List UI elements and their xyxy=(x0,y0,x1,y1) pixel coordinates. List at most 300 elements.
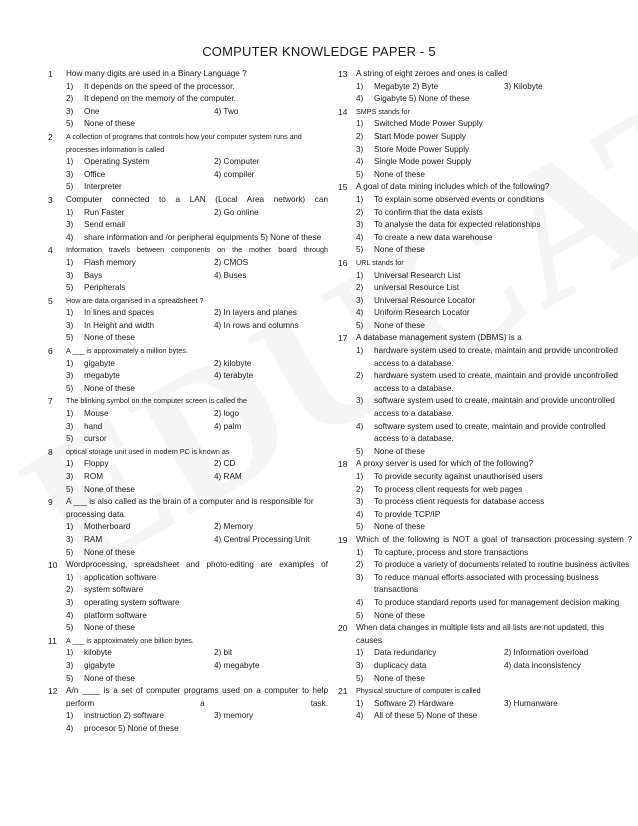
option-text: To produce a variety of documents related to routine business activites xyxy=(374,560,630,570)
option-text: To provide security against unauthorised users xyxy=(374,472,543,481)
question-text: When data changes in multiple lists and all lists are not updated, this causes xyxy=(356,623,605,645)
option-text: instruction 2) software xyxy=(84,711,165,721)
question-text: Computer connected to a LAN (Local Area network) can xyxy=(66,194,328,204)
option xyxy=(66,547,328,560)
option-row xyxy=(66,622,328,635)
question-text: The blinking symbol on the computer screen is called the xyxy=(66,396,247,406)
option-number: 3) xyxy=(356,572,364,582)
option-row xyxy=(66,207,328,220)
option-number: 1) xyxy=(356,119,364,129)
option xyxy=(356,509,632,522)
option xyxy=(66,93,328,106)
question-19 xyxy=(340,534,632,622)
option-row xyxy=(66,81,328,94)
option-row xyxy=(356,144,632,157)
question-5 xyxy=(50,295,328,345)
option-row xyxy=(66,320,328,333)
option xyxy=(66,647,214,660)
option xyxy=(356,118,632,131)
option-text: hand xyxy=(84,421,103,431)
option-row xyxy=(356,345,632,370)
option-row xyxy=(66,534,328,547)
option-text: 4) Two xyxy=(214,106,239,116)
question-number: 3 xyxy=(48,194,53,205)
option-text: To process client requests for database access xyxy=(374,497,545,507)
option-number: 3) xyxy=(66,169,74,179)
option-row xyxy=(356,698,632,711)
option-number: 3) xyxy=(66,534,74,544)
option-text: None of these xyxy=(84,547,135,557)
option xyxy=(66,81,328,94)
left-question-column xyxy=(50,68,328,735)
option-number: 1) xyxy=(66,522,74,532)
option xyxy=(356,673,632,686)
option-number: 1) xyxy=(66,157,74,167)
option-text: 4) compiler xyxy=(214,169,255,179)
option-text: None of these xyxy=(374,673,425,683)
option-text: None of these xyxy=(84,673,135,683)
question-21 xyxy=(340,685,632,723)
option-row xyxy=(356,610,632,623)
option xyxy=(66,471,214,484)
option-text: 2) Information overload xyxy=(504,648,589,658)
option-number: 1) xyxy=(356,547,364,557)
option-number: 5) xyxy=(66,283,74,293)
option-text: None of these xyxy=(374,245,425,255)
option-number: 1) xyxy=(66,308,74,318)
option-number: 5) xyxy=(66,383,74,393)
question-text: SMPS stands for xyxy=(356,106,410,116)
question-text: A ___ is approximately a million bytes. xyxy=(66,346,188,356)
option-text: Motherboard xyxy=(84,522,131,532)
option-text: 2) Go online xyxy=(214,207,259,217)
option-row xyxy=(356,559,632,572)
option-row xyxy=(66,118,328,131)
option-row xyxy=(356,572,632,597)
option-row xyxy=(356,710,632,723)
option-number: 3) xyxy=(66,371,74,381)
option-text: cursor xyxy=(84,434,107,444)
option-text: 2) CMOS xyxy=(214,257,249,267)
option-text: Universal Research List xyxy=(374,270,461,280)
option-row xyxy=(356,307,632,320)
option-row xyxy=(66,710,328,723)
option-text: 4) terabyte xyxy=(214,371,254,381)
option-text: software system used to create, maintain and provide controlled access to a database. xyxy=(374,421,606,444)
option xyxy=(66,270,214,283)
option-text: 4) palm xyxy=(214,421,242,431)
option-text: None of these xyxy=(84,383,135,393)
option xyxy=(356,169,632,182)
option xyxy=(356,219,632,232)
option xyxy=(356,446,632,459)
option-text: RAM xyxy=(84,534,103,544)
option xyxy=(356,194,632,207)
option-number: 5) xyxy=(356,673,364,683)
question-number: 18 xyxy=(338,459,348,470)
option-row xyxy=(356,295,632,308)
option-number: 3) xyxy=(66,270,74,280)
option-text: To analyse the data for expected relationships xyxy=(374,220,541,230)
option-row xyxy=(66,647,328,660)
option xyxy=(356,282,632,295)
option-number: 3) xyxy=(356,396,364,406)
option-text: 2) kilobyte xyxy=(214,358,252,368)
option-text: To create a new data warehouse xyxy=(374,232,493,242)
question-12 xyxy=(50,685,328,735)
option-row xyxy=(356,207,632,220)
option-text: Mouse xyxy=(84,409,109,419)
question-text: A ___ is approximately one billion bytes. xyxy=(66,635,194,645)
option xyxy=(66,673,328,686)
option-number: 4) xyxy=(356,711,364,721)
option xyxy=(66,156,214,169)
option-text: Store Mode Power Supply xyxy=(374,144,470,154)
option xyxy=(66,521,214,534)
option xyxy=(66,207,214,220)
option xyxy=(66,584,328,597)
option-text: duplicacy data xyxy=(374,660,427,670)
option-number: 3) xyxy=(66,220,74,230)
option-row xyxy=(356,509,632,522)
option xyxy=(356,93,632,106)
option-number: 3) xyxy=(356,144,364,154)
question-20 xyxy=(340,622,632,685)
option xyxy=(66,408,214,421)
option-text: ROM xyxy=(84,472,104,481)
option-number: 4) xyxy=(356,597,364,607)
option xyxy=(356,307,632,320)
option-number: 1) xyxy=(66,81,74,91)
option-row xyxy=(66,458,328,471)
option-text: 2) Memory xyxy=(214,522,254,532)
option-row xyxy=(356,320,632,333)
question-7 xyxy=(50,395,328,445)
option-text: hardware system used to create, maintain and provide uncontrolled access to a database. xyxy=(374,346,618,368)
question-3 xyxy=(50,194,328,244)
question-number: 20 xyxy=(338,623,348,634)
option-number: 5) xyxy=(66,182,74,192)
option-number: 2) xyxy=(356,207,364,217)
option-row xyxy=(356,370,632,395)
option-number: 3) xyxy=(66,472,74,481)
option-text: 4) RAM xyxy=(214,472,242,481)
option-text: Send email xyxy=(84,220,125,230)
option-row xyxy=(66,597,328,610)
option-row xyxy=(66,93,328,106)
option-text: None of these xyxy=(374,446,425,456)
option-number: 5) xyxy=(356,446,364,456)
option-row xyxy=(66,257,328,270)
option-text: 4) data inconsistency xyxy=(504,660,581,670)
option-text: 2) bit xyxy=(214,648,233,658)
option-number: 5) xyxy=(356,320,364,330)
option xyxy=(356,484,632,497)
page-title: COMPUTER KNOWLEDGE PAPER - 5 xyxy=(202,44,436,59)
question-text: optical storage unit used in modern PC is known as xyxy=(66,446,230,456)
option-text: None of these xyxy=(84,333,135,343)
option-row xyxy=(66,723,328,736)
option xyxy=(66,421,214,434)
question-15 xyxy=(340,181,632,257)
option xyxy=(66,534,214,547)
option-text: Single Mode power Supply xyxy=(374,157,472,167)
option-text: To confirm that the data exists xyxy=(374,207,483,217)
question-2 xyxy=(50,131,328,194)
option-row xyxy=(66,421,328,434)
option-number: 4) xyxy=(356,94,364,104)
option-text: Gigabyte 5) None of these xyxy=(374,94,470,104)
option-text: 4) megabyte xyxy=(214,660,260,670)
option-text: 4) In rows and columns xyxy=(214,320,299,330)
question-text: Which of the following is NOT a goal of transaction processing system ? xyxy=(356,534,632,544)
option xyxy=(66,383,328,396)
option-number: 1) xyxy=(66,409,74,419)
option-number: 5) xyxy=(66,623,74,633)
option-text: Uniform Research Locator xyxy=(374,308,470,318)
option-text: Data redundancy xyxy=(374,648,437,658)
option-text: None of these xyxy=(374,320,425,330)
option-text: 2) In layers and planes xyxy=(214,308,297,318)
option-text: Run Faster xyxy=(84,207,125,217)
option-row xyxy=(66,584,328,597)
option-text: hardware system used to create, maintain and provide uncontrolled access to a database. xyxy=(374,371,618,393)
option-number: 1) xyxy=(66,459,74,469)
option-number: 3) xyxy=(356,220,364,230)
option-number: 3) xyxy=(356,497,364,507)
option-text: Interpreter xyxy=(84,182,122,192)
option-text: Software 2) Hardware xyxy=(374,698,454,708)
option xyxy=(356,559,632,572)
option-number: 5) xyxy=(66,673,74,683)
option-text: To reduce manual efforts associated with processing business transactions xyxy=(374,572,599,595)
option-row xyxy=(66,169,328,182)
option-row xyxy=(356,421,632,446)
option-row xyxy=(356,93,632,106)
option-text: 2) logo xyxy=(214,409,240,419)
question-text: A goal of data mining includes which of the following? xyxy=(356,182,550,192)
option-text: None of these xyxy=(84,623,135,633)
option-number: 4) xyxy=(356,308,364,318)
option-row xyxy=(356,131,632,144)
option-number: 3) xyxy=(66,106,74,116)
option-row xyxy=(356,521,632,534)
option-text: gigabyte xyxy=(84,660,115,670)
option-row xyxy=(66,471,328,484)
question-13 xyxy=(340,68,632,106)
option-text: megabyte xyxy=(84,371,120,381)
option xyxy=(356,421,632,446)
option-row xyxy=(66,181,328,194)
option-number: 3) xyxy=(66,660,74,670)
option-text: To process client requests for web pages xyxy=(374,484,523,494)
option xyxy=(66,370,214,383)
option-number: 5) xyxy=(66,119,74,129)
option xyxy=(356,81,504,94)
option-text: application software xyxy=(84,572,157,582)
option-number: 4) xyxy=(356,157,364,167)
option xyxy=(66,169,214,182)
option-number: 1) xyxy=(66,648,74,658)
option-text: One xyxy=(84,106,100,116)
question-6 xyxy=(50,345,328,395)
option xyxy=(66,597,328,610)
option-row xyxy=(356,471,632,484)
question-number: 8 xyxy=(48,446,53,457)
option xyxy=(356,295,632,308)
option-row xyxy=(356,169,632,182)
option xyxy=(356,345,632,370)
option xyxy=(356,572,632,597)
option xyxy=(66,723,328,736)
option xyxy=(356,244,632,257)
question-1 xyxy=(50,68,328,131)
question-number: 15 xyxy=(338,182,348,193)
option-number: 5) xyxy=(356,245,364,255)
option-number: 4) xyxy=(66,723,74,733)
option-text: operating system software xyxy=(84,597,180,607)
option-row xyxy=(356,156,632,169)
question-4 xyxy=(50,244,328,294)
option-text: None of these xyxy=(84,119,135,129)
option xyxy=(66,358,214,371)
question-text: Wordprocessing, spreadsheet and photo-editing are examples of xyxy=(66,560,328,570)
option-text: 2) CD xyxy=(214,459,236,469)
question-text: Information travels between components on the mother board through xyxy=(66,245,328,255)
question-text: A proxy server is used for which of the following? xyxy=(356,459,534,469)
option xyxy=(356,144,632,157)
option-row xyxy=(66,408,328,421)
option xyxy=(356,547,632,560)
option-row xyxy=(66,156,328,169)
question-number: 17 xyxy=(338,333,348,344)
question-text: A ___ is also called as the brain of a computer and is responsible for processing data. xyxy=(66,497,314,519)
option-row xyxy=(356,395,632,420)
option-text: All of these 5) None of these xyxy=(374,711,478,721)
option-number: 1) xyxy=(356,194,364,204)
option-text: software system used to create, maintain and provide uncontrolled access to a database. xyxy=(374,396,615,419)
option-number: 3) xyxy=(66,421,74,431)
option-number: 1) xyxy=(66,711,74,721)
question-text: A database management system (DBMS) is a xyxy=(356,333,522,343)
option xyxy=(66,622,328,635)
option xyxy=(66,458,214,471)
question-11 xyxy=(50,635,328,685)
option-text: To capture, process and store transactions xyxy=(374,547,529,557)
option-number: 1) xyxy=(356,648,364,658)
question-number: 1 xyxy=(48,69,53,79)
option-number: 5) xyxy=(66,547,74,557)
question-17 xyxy=(340,332,632,458)
question-number: 16 xyxy=(338,257,348,268)
option xyxy=(356,207,632,220)
option xyxy=(66,307,214,320)
question-number: 2 xyxy=(48,131,53,142)
option-text: share information and /or peripheral equipments 5) None of these xyxy=(84,232,322,242)
option-row xyxy=(66,370,328,383)
option-row xyxy=(66,270,328,283)
question-text: A string of eight zeroes and ones is called xyxy=(356,69,508,78)
option-row xyxy=(66,219,328,232)
option-row xyxy=(66,547,328,560)
option-row xyxy=(356,496,632,509)
option-number: 2) xyxy=(356,484,364,494)
question-number: 11 xyxy=(48,635,57,646)
option xyxy=(356,521,632,534)
option-text: Switched Mode Power Supply xyxy=(374,119,483,129)
right-question-column xyxy=(340,68,632,723)
option xyxy=(66,219,328,232)
option-number: 4) xyxy=(66,232,74,242)
option-text: To provide TCP/IP xyxy=(374,509,441,519)
option-text: Flash memory xyxy=(84,257,136,267)
option-number: 1) xyxy=(356,346,364,356)
option-row xyxy=(66,106,328,119)
option-text: None of these xyxy=(374,169,425,179)
option-number: 5) xyxy=(66,333,74,343)
option-number: 1) xyxy=(356,472,364,481)
option-text: Megabyte 2) Byte xyxy=(374,81,439,91)
option-text: Peripherals xyxy=(84,283,126,293)
option-text: system software xyxy=(84,585,144,595)
option-row xyxy=(66,521,328,534)
option-text: Start Mode power Supply xyxy=(374,131,466,141)
question-number: 6 xyxy=(48,346,53,357)
option-row xyxy=(356,270,632,283)
option-number: 4) xyxy=(66,610,74,620)
option xyxy=(66,710,214,723)
option-number: 4) xyxy=(356,509,364,519)
question-text: URL stands for xyxy=(356,257,404,267)
option-text: To explain some observed events or conditions xyxy=(374,194,545,204)
option-number: 2) xyxy=(66,585,74,595)
option-text: It depends on the speed of the processor. xyxy=(84,81,235,91)
option-text: 4) Buses xyxy=(214,270,247,280)
option-text: Operating System xyxy=(84,157,150,167)
option-text: Office xyxy=(84,169,106,179)
option-row xyxy=(66,232,328,245)
option-text: None of these xyxy=(84,484,135,494)
option-number: 5) xyxy=(66,434,74,444)
option-number: 1) xyxy=(66,358,74,368)
option-row xyxy=(356,232,632,245)
question-9 xyxy=(50,496,328,559)
option-number: 5) xyxy=(356,522,364,532)
option-number: 2) xyxy=(356,371,364,381)
question-number: 14 xyxy=(338,106,348,117)
option-number: 5) xyxy=(66,484,74,494)
option-number: 1) xyxy=(356,270,364,280)
option-row xyxy=(356,647,632,660)
option xyxy=(356,270,632,283)
option-number: 2) xyxy=(66,94,74,104)
option-number: 4) xyxy=(356,421,364,431)
option-row xyxy=(356,597,632,610)
option xyxy=(66,232,328,245)
option-text: Floppy xyxy=(84,459,109,469)
option xyxy=(356,496,632,509)
option-row xyxy=(66,332,328,345)
question-number: 5 xyxy=(48,295,53,306)
option-text: kilobyte xyxy=(84,648,112,658)
question-number: 21 xyxy=(338,686,348,697)
option-text: None of these xyxy=(374,610,425,620)
question-number: 9 xyxy=(48,497,53,508)
option-number: 1) xyxy=(66,207,74,217)
option-number: 2) xyxy=(356,283,364,293)
option-number: 3) xyxy=(66,597,74,607)
option-text: It depend on the memory of the computer. xyxy=(84,94,237,104)
